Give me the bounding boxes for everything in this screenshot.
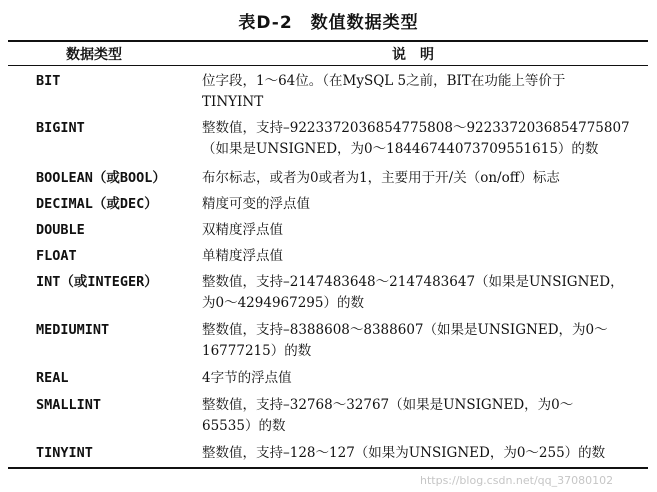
- header-type: 数据类型: [66, 47, 122, 63]
- description-cell: [202, 272, 642, 314]
- description-line: 65535）的数: [202, 418, 286, 434]
- description-line: 整数值，支持–2147483648～2147483647（如果是UNSIGNED，: [202, 274, 624, 290]
- description-line: 布尔标志，或者为0或者为1，主要用于开/关（on/off）标志: [202, 170, 560, 186]
- type-cell: BOOLEAN（或BOOL）: [36, 170, 166, 186]
- type-cell: SMALLINT: [36, 397, 102, 413]
- description-line: 位字段，1～64位。（在MySQL 5之前，BIT在功能上等价于: [202, 73, 566, 89]
- description-cell: [202, 118, 642, 160]
- description-cell: [202, 443, 642, 464]
- description-cell: [202, 368, 642, 389]
- type-cell: FLOAT: [36, 248, 77, 264]
- type-cell: REAL: [36, 370, 69, 386]
- description-line: TINYINT: [202, 94, 264, 110]
- table-top-rule: [8, 40, 648, 42]
- description-line: 整数值，支持–8388608～8388607（如果是UNSIGNED，为0～: [202, 322, 608, 338]
- description-line: 4字节的浮点值: [202, 370, 292, 386]
- table-header-rule: [8, 65, 648, 66]
- table-bottom-rule: [8, 467, 648, 469]
- description-cell: [202, 246, 642, 267]
- description-line: 双精度浮点值: [202, 222, 283, 238]
- description-cell: [202, 168, 642, 189]
- type-cell: DECIMAL（或DEC）: [36, 196, 158, 212]
- watermark: https://blog.csdn.net/qq_37080102: [420, 474, 614, 487]
- description-cell: [202, 71, 642, 113]
- description-line: （如果是UNSIGNED，为0～18446744073709551615）的数: [202, 141, 599, 157]
- description-line: 整数值，支持–9223372036854775808～9223372036854775807: [202, 120, 630, 136]
- description-cell: [202, 320, 642, 362]
- description-line: 单精度浮点值: [202, 248, 283, 264]
- description-line: 16777215）的数: [202, 343, 312, 359]
- type-cell: MEDIUMINT: [36, 322, 110, 338]
- table-title: 表D-2 数值数据类型: [238, 13, 419, 33]
- description-line: 精度可变的浮点值: [202, 196, 310, 212]
- description-cell: [202, 395, 642, 437]
- header-description: 说明: [392, 47, 448, 63]
- type-cell: TINYINT: [36, 445, 93, 461]
- description-line: 为0～4294967295）的数: [202, 295, 364, 311]
- description-cell: [202, 220, 642, 241]
- type-cell: BIT: [36, 73, 61, 89]
- description-line: 整数值，支持–32768～32767（如果是UNSIGNED，为0～: [202, 397, 574, 413]
- description-cell: [202, 194, 642, 215]
- type-cell: INT（或INTEGER）: [36, 274, 158, 290]
- type-cell: DOUBLE: [36, 222, 85, 238]
- description-line: 整数值，支持–128～127（如果为UNSIGNED，为0～255）的数: [202, 445, 606, 461]
- type-cell: BIGINT: [36, 120, 85, 136]
